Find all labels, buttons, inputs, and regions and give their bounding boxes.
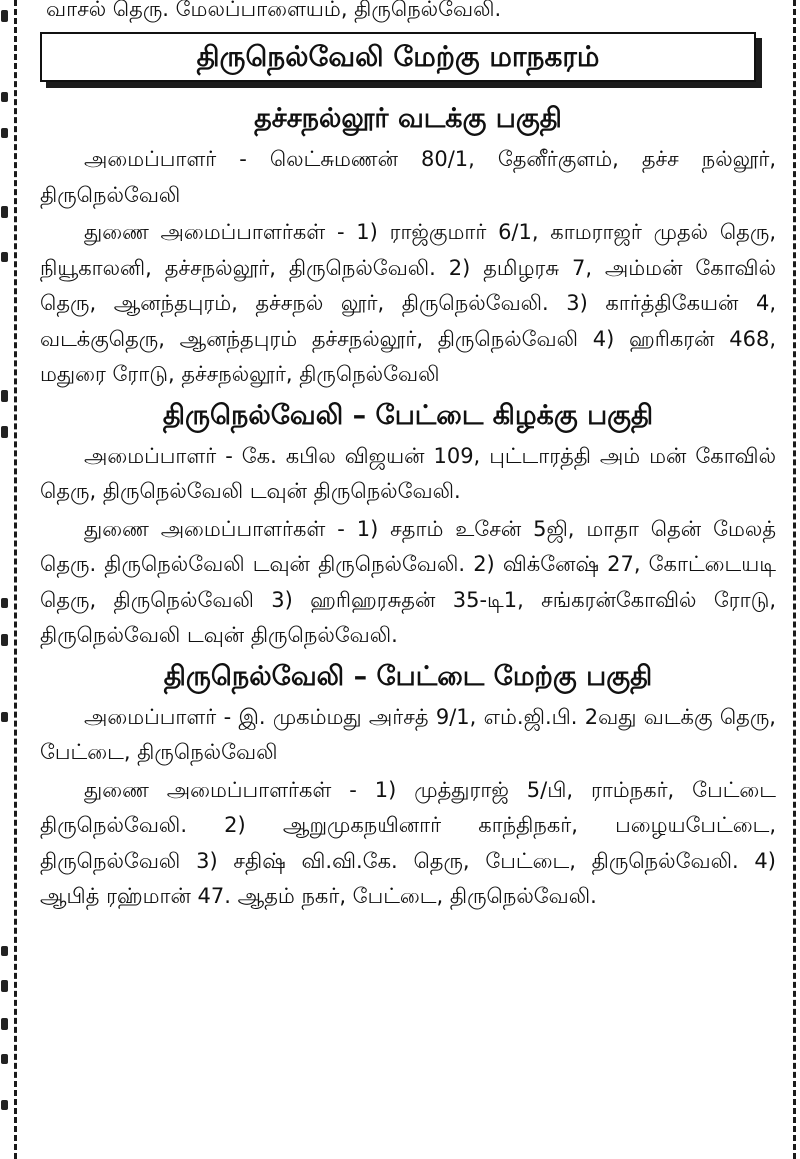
banner-title: திருநெல்வேலி மேற்கு மாநகரம் — [40, 32, 756, 82]
deputies-paragraph: துணை அமைப்பாளர்கள் - 1) ராஜ்குமார் 6/1, காமராஜர் முதல் தெரு, நியூகாலனி, தச்சநல்லூர், திருநெல்வேலி. 2) தமிழரசு 7, அம்மன் கோவில் தெரு, ஆனந்தபுரம், தச்சநல் லூர், திருநெல்வேலி. 3) கார்த்திகேயன் 4, வடக்குதெரு, ஆனந்தபுரம் தச்சநல்லூர், திருநெல்வேலி 4) ஹரிகரன் 468, மதுரை ரோடு, தச்சநல்லூர், திருநெல்வேலி — [40, 220, 776, 386]
adjacent-column-fragments — [0, 0, 12, 1159]
section-heading: திருநெல்வேலி – பேட்டை கிழக்கு பகுதி — [162, 399, 654, 431]
district-banner — [40, 32, 762, 88]
deputies-paragraph: துணை அமைப்பாளர்கள் - 1) முத்துராஜ் 5/பி, ராம்நகர், பேட்டை திருநெல்வேலி. 2) ஆறுமுகநயினார் காந்திநகர், பழையபேட்டை, திருநெல்வேலி 3) சதிஷ் வி.வி.கே. தெரு, பேட்டை, திருநெல்வேலி. 4) ஆபித் ரஹ்மான் 47. ஆதம் நகர், பேட்டை, திருநெல்வேலி. — [40, 777, 776, 908]
continued-address-line: வாசல் தெரு. மேலப்பாளையம், திருநெல்வேலி. — [46, 0, 502, 21]
left-dashed-column-rule — [14, 0, 17, 1159]
organizer-paragraph: அமைப்பாளர் - கே. கபில விஜயன் 109, புட்டாரத்தி அம் மன் கோவில் தெரு, திருநெல்வேலி டவுன் திருநெல்வேலி. — [40, 443, 776, 503]
organizer-paragraph: அமைப்பாளர் - லெட்சுமணன் 80/1, தேனீர்குளம், தச்ச நல்லூர், திருநெல்வேலி — [40, 147, 776, 207]
organizer-paragraph: அமைப்பாளர் - இ. முகம்மது அர்சத் 9/1, எம்.ஜி.பி. 2வது வடக்கு தெரு, பேட்டை, திருநெல்வேலி — [40, 704, 776, 764]
section-heading: திருநெல்வேலி – பேட்டை மேற்கு பகுதி — [163, 660, 653, 692]
section-heading: தச்சநல்லூர் வடக்கு பகுதி — [254, 103, 562, 134]
deputies-paragraph: துணை அமைப்பாளர்கள் - 1) சதாம் உசேன் 5ஜி, மாதா தென் மேலத் தெரு. திருநெல்வேலி டவுன் திருநெல்வேலி. 2) விக்னேஷ் 27, கோட்டையடி தெரு, திருநெல்வேலி 3) ஹரிஹரசுதன் 35-டி1, சங்கரன்கோவில் ரோடு, திருநெல்வேலி டவுன் திருநெல்வேலி. — [40, 516, 776, 647]
article-column — [40, 0, 776, 915]
right-dashed-column-rule — [793, 0, 796, 1159]
